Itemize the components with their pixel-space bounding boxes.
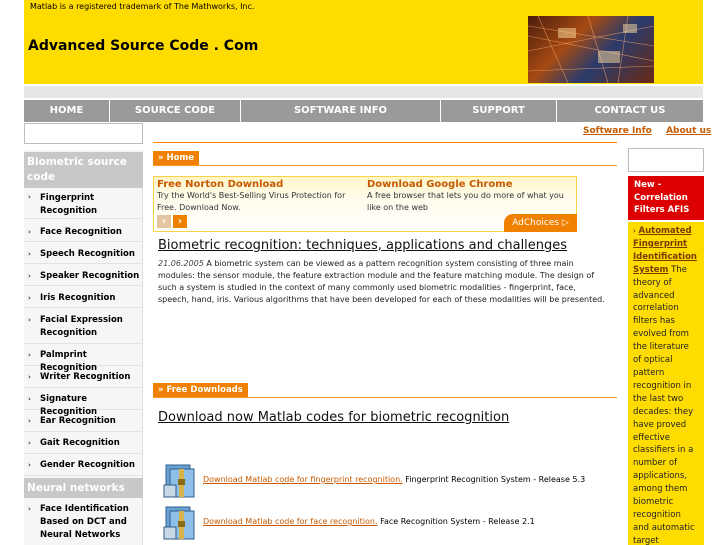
sidebar-item-speaker[interactable]: › Speaker Recognition <box>24 266 143 286</box>
sidebar-item-writer[interactable]: › Writer Recognition <box>24 368 143 388</box>
article-text: A biometric system can be viewed as a pattern recognition system consisting of three main modules: the sensor module, the feature extraction module and the feature matching module. The design of such a system is studied in the context of many commonly used biometric modalities - fingerprint, face, speech, hand, iris. Various algorithms that have been developed for each of these modalities will be presented. <box>158 259 605 304</box>
sidebar <box>24 150 143 545</box>
sidebar-item-signature[interactable]: › Signature Recognition <box>24 390 143 410</box>
downloads-section-tab: » Free Downloads <box>153 383 248 398</box>
right-news-body: The theory of advanced correlation filters has evolved from the literature of optical pattern recognition in the last two decades: they have proved effective classifiers in a number of applications, among them biometric recognition and automatic target <box>633 264 695 545</box>
sidebar-item-fingerprint[interactable]: › Fingerprint Recognition <box>24 191 143 219</box>
bullet-icon: › <box>28 272 31 280</box>
ad-chrome[interactable] <box>367 179 575 214</box>
download-row <box>162 505 612 541</box>
adchoices-badge[interactable] <box>504 214 577 232</box>
sidebar-item-gait[interactable]: › Gait Recognition <box>24 434 143 454</box>
zip-archive-icon[interactable] <box>162 463 198 499</box>
right-news-box <box>628 222 704 545</box>
sidebar-item-iris[interactable]: › Iris Recognition <box>24 288 143 308</box>
sidebar-heading-biometric: Biometric source code <box>24 152 143 188</box>
nav-support[interactable]: SUPPORT <box>441 100 557 122</box>
nav-home[interactable]: HOME <box>24 100 110 122</box>
bullet-icon: › <box>28 395 31 403</box>
adchoices-icon: ▷ <box>561 218 569 228</box>
adchoices-label: AdChoices <box>512 218 560 228</box>
nav-contact-us[interactable]: CONTACT US <box>594 105 666 116</box>
sidebar-item-speech[interactable]: › Speech Recognition <box>24 244 143 264</box>
nav-software-info[interactable]: SOFTWARE INFO <box>241 100 441 122</box>
bullet-icon: › <box>28 417 31 425</box>
trademark-bar <box>24 0 703 16</box>
trademark-text: Matlab is a registered trademark of The Mathworks, Inc. <box>30 2 255 11</box>
top-links <box>583 126 711 136</box>
ad-norton[interactable] <box>157 179 362 214</box>
download-fingerprint-link[interactable]: Download Matlab code for fingerprint recognition. <box>203 475 403 484</box>
bullet-icon: › <box>28 294 31 302</box>
ad-norton-body: Try the World's Best-Selling Virus Protection for Free. Download Now. <box>157 191 346 212</box>
nav-source-code[interactable]: SOURCE CODE <box>110 100 241 122</box>
home-section-tab: » Home <box>153 151 199 166</box>
zip-archive-icon[interactable] <box>162 505 198 541</box>
article-date: 21.06.2005 <box>158 259 204 268</box>
ad-prev-button[interactable]: ‹ <box>157 215 171 228</box>
sidebar-item-face[interactable]: › Face Recognition <box>24 222 143 242</box>
download-face-desc: Face Recognition System - Release 2.1 <box>380 517 535 526</box>
sidebar-item-ear[interactable]: › Ear Recognition <box>24 412 143 432</box>
download-row <box>162 463 612 499</box>
site-title[interactable]: Advanced Source Code . Com <box>28 38 259 54</box>
ad-chrome-body: A free browser that lets you do more of what you like on the web <box>367 191 564 212</box>
bullet-icon: › <box>28 505 31 513</box>
ad-chrome-title[interactable]: Download Google Chrome <box>367 179 513 190</box>
header-divider <box>24 86 703 98</box>
ad-next-button[interactable]: › <box>173 215 187 228</box>
header-banner-image <box>528 16 654 83</box>
sidebar-item-gender[interactable]: › Gender Recognition <box>24 456 143 476</box>
right-news-tab: New - Correlation Filters AFIS <box>628 176 704 220</box>
article-title[interactable]: Biometric recognition: techniques, applications and challenges <box>158 238 568 253</box>
ad-norton-title[interactable]: Free Norton Download <box>157 179 284 190</box>
right-search-input[interactable] <box>628 148 704 172</box>
bullet-icon: › <box>28 316 31 324</box>
sidebar-item-facial-expression[interactable]: › Facial Expression Recognition <box>24 310 143 344</box>
ad-block <box>153 176 577 232</box>
sidebar-heading-neural: Neural networks <box>24 478 143 498</box>
bullet-icon: › <box>28 461 31 469</box>
arrow-icon: › <box>633 227 636 235</box>
divider <box>153 142 617 143</box>
divider <box>153 165 617 166</box>
bullet-icon: › <box>28 373 31 381</box>
left-search-input[interactable] <box>24 123 143 144</box>
article-body <box>158 258 605 306</box>
about-us-link[interactable]: About us <box>666 126 712 136</box>
site-header <box>24 16 703 84</box>
bullet-icon: › <box>28 193 31 201</box>
sidebar-item-face-dct[interactable]: › Face Identification Based on DCT and Neural Networks <box>28 504 129 540</box>
divider <box>153 397 617 398</box>
main-nav <box>24 100 703 122</box>
sidebar-item-palmprint[interactable]: › Palmprint Recognition <box>24 346 143 366</box>
downloads-title[interactable]: Download now Matlab codes for biometric recognition <box>158 410 510 425</box>
bullet-icon: › <box>28 228 31 236</box>
bullet-icon: › <box>28 250 31 258</box>
download-face-link[interactable]: Download Matlab code for face recognition. <box>203 517 378 526</box>
afis-link[interactable]: Automated Fingerprint Identification System <box>633 226 697 275</box>
download-fingerprint-desc: Fingerprint Recognition System - Release 5.3 <box>405 475 586 484</box>
bullet-icon: › <box>28 439 31 447</box>
bullet-icon: › <box>28 351 31 359</box>
software-info-link[interactable]: Software Info <box>583 126 652 136</box>
